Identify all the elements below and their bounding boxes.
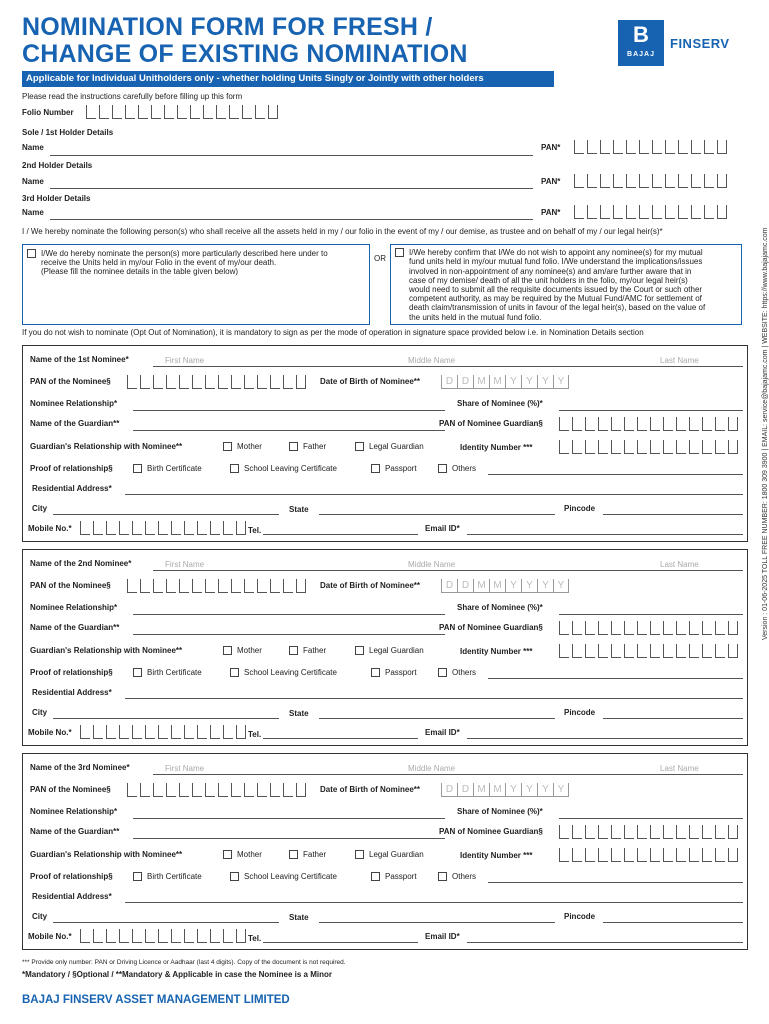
dob-placeholder: D (457, 579, 473, 593)
or-label: OR (374, 254, 386, 263)
nominee-section-2 (22, 549, 748, 746)
nominee-share-label: Share of Nominee (%)* (457, 399, 543, 408)
nominee-dob-input[interactable] (441, 375, 569, 389)
passport-checkbox[interactable] (371, 464, 380, 473)
city-input[interactable] (53, 514, 279, 515)
option-mother[interactable] (223, 442, 262, 451)
last-name-placeholder: Last Name (660, 560, 699, 569)
logo-text: FINSERV (670, 36, 730, 51)
option-legal-guardian[interactable] (355, 850, 424, 859)
mother-label: Mother (237, 442, 262, 451)
opt-out-text-4: case of my demise/ death of all the unit holders in the folio, my/our legal heir(s) (409, 275, 688, 285)
others-checkbox[interactable] (438, 872, 447, 881)
nominee-dob-input[interactable] (441, 579, 569, 593)
nominate-text-3: (Please fill the nominee details in the table given below) (41, 267, 239, 277)
birth-certificate-checkbox[interactable] (133, 464, 142, 473)
dob-placeholder: D (441, 783, 457, 797)
guardian-name-label: Name of the Guardian** (30, 827, 120, 836)
state-input[interactable] (319, 922, 555, 923)
option-mother[interactable] (223, 646, 262, 655)
email-label: Email ID* (425, 524, 460, 533)
first-name-placeholder: First Name (165, 560, 205, 569)
address-label: Residential Address* (32, 892, 112, 901)
dob-placeholder: Y (537, 579, 553, 593)
nomination-declaration: I / We hereby nominate the following person(s) who shall receive all the assets held in my / our folio in the event of my / our demise, as trustee and on behalf of my / our legal heir(s)* (22, 227, 663, 236)
tel-input[interactable] (263, 738, 418, 739)
last-name-placeholder: Last Name (660, 764, 699, 773)
city-label: City (32, 912, 48, 921)
dob-placeholder: Y (553, 375, 569, 389)
option-passport[interactable] (371, 464, 417, 473)
school-certificate-checkbox[interactable] (230, 872, 239, 881)
others-checkbox[interactable] (438, 464, 447, 473)
others-label: Others (452, 464, 477, 473)
guardian-name-label: Name of the Guardian** (30, 419, 120, 428)
middle-name-placeholder: Middle Name (408, 356, 456, 365)
nominate-checkbox[interactable] (27, 249, 36, 258)
nominee-relationship-label: Nominee Relationship* (30, 603, 118, 612)
dob-placeholder: Y (505, 579, 521, 593)
email-label: Email ID* (425, 728, 460, 737)
nominee-dob-label: Date of Birth of Nominee** (320, 581, 421, 590)
holder2-name-label: Name (22, 177, 44, 186)
nominee-pan-label: PAN of the Nominee§ (30, 377, 111, 386)
guardian-name-input[interactable] (133, 838, 445, 839)
mother-label: Mother (237, 850, 262, 859)
option-school-certificate[interactable] (230, 668, 337, 677)
nominee-relationship-input[interactable] (133, 818, 445, 819)
nominate-text-2: receive the Units held in my/our Folio in the event of my/our death. (41, 258, 277, 268)
birth-certificate-label: Birth Certificate (147, 668, 202, 677)
nominee-name-input[interactable] (153, 570, 743, 571)
others-input[interactable] (488, 678, 743, 679)
instructions-text: Please read the instructions carefully before filling up this form (22, 92, 243, 101)
last-name-placeholder: Last Name (660, 356, 699, 365)
others-input[interactable] (488, 882, 743, 883)
opt-out-text-3: involved in non-appointment of any nominee(s) and am/are further aware that in (409, 266, 692, 276)
identity-number-label: Identity Number *** (460, 443, 533, 452)
pincode-label: Pincode (564, 912, 596, 921)
option-school-certificate[interactable] (230, 464, 337, 473)
address-label: Residential Address* (32, 688, 112, 697)
nominee-dob-input[interactable] (441, 783, 569, 797)
father-label: Father (303, 850, 327, 859)
pincode-label: Pincode (564, 708, 596, 717)
option-birth-certificate[interactable] (133, 872, 202, 881)
dob-placeholder: Y (553, 783, 569, 797)
school-certificate-label: School Leaving Certificate (244, 464, 337, 473)
tel-input[interactable] (263, 534, 418, 535)
holder3-name-input[interactable] (50, 219, 533, 220)
others-checkbox[interactable] (438, 668, 447, 677)
opt-out-text-2: fund units held in my/our mutual fund folio. I/We understand the implications/issues (409, 257, 703, 267)
state-label: State (289, 505, 309, 514)
pincode-input[interactable] (603, 922, 743, 923)
city-input[interactable] (53, 922, 279, 923)
contact-sidebar: Version : 01-06-2025 TOLL FREE NUMBER: 1800 309 3900 | EMAIL: service@bajajamc.com | WEBSITE: https://www.bajajamc.com (762, 227, 769, 640)
legal-guardian-checkbox[interactable] (355, 442, 364, 451)
passport-checkbox[interactable] (371, 872, 380, 881)
applicability-banner: Applicable for Individual Unitholders only - whether holding Units Singly or Jointly with other holders (22, 71, 554, 87)
guardian-relationship-label: Guardian's Relationship with Nominee** (30, 646, 183, 655)
passport-label: Passport (385, 464, 417, 473)
middle-name-placeholder: Middle Name (408, 560, 456, 569)
option-others[interactable] (438, 464, 476, 473)
option-birth-certificate[interactable] (133, 464, 202, 473)
option-father[interactable] (289, 850, 326, 859)
dob-placeholder: M (473, 783, 489, 797)
dob-placeholder: Y (521, 783, 537, 797)
dob-placeholder: D (441, 375, 457, 389)
pincode-input[interactable] (603, 514, 743, 515)
nominee-share-label: Share of Nominee (%)* (457, 603, 543, 612)
school-certificate-checkbox[interactable] (230, 464, 239, 473)
opt-out-text-5: would need to submit all the requisite documents issued by the Court or such other (409, 285, 703, 294)
father-checkbox[interactable] (289, 646, 298, 655)
holder1-name-input[interactable] (50, 155, 533, 156)
address-input[interactable] (125, 494, 743, 495)
birth-certificate-label: Birth Certificate (147, 464, 202, 473)
bajaj-finserv-logo (618, 20, 744, 66)
nominee-relationship-input[interactable] (133, 614, 445, 615)
dob-placeholder: M (489, 579, 505, 593)
identity-number-label: Identity Number *** (460, 647, 533, 656)
nominate-text-1: I/We do hereby nominate the person(s) more particularly described here under to (41, 249, 328, 258)
dob-placeholder: Y (505, 783, 521, 797)
nominee-dob-label: Date of Birth of Nominee** (320, 377, 421, 386)
nominee-section-1 (22, 345, 748, 542)
dob-placeholder: D (457, 375, 473, 389)
holder2-heading: 2nd Holder Details (22, 161, 93, 170)
school-certificate-label: School Leaving Certificate (244, 872, 337, 881)
nominee-section-3 (22, 753, 748, 950)
email-label: Email ID* (425, 932, 460, 941)
mother-label: Mother (237, 646, 262, 655)
nominee-pan-input[interactable] (127, 375, 309, 389)
school-certificate-label: School Leaving Certificate (244, 668, 337, 677)
pincode-input[interactable] (603, 718, 743, 719)
opt-out-note: If you do not wish to nominate (Opt Out of Nomination), it is mandatory to sign as per the mode of operation in signature space provided below i.e. in Nomination Details section (22, 328, 644, 337)
state-input[interactable] (319, 514, 555, 515)
middle-name-placeholder: Middle Name (408, 764, 456, 773)
mobile-input[interactable] (80, 929, 249, 943)
father-checkbox[interactable] (289, 850, 298, 859)
option-legal-guardian[interactable] (355, 646, 424, 655)
nominee-pan-input[interactable] (127, 579, 309, 593)
nominee-pan-label: PAN of the Nominee§ (30, 581, 111, 590)
nominee-share-input[interactable] (559, 818, 743, 819)
city-input[interactable] (53, 718, 279, 719)
guardian-pan-input[interactable] (559, 825, 741, 839)
address-label: Residential Address* (32, 484, 112, 493)
email-input[interactable] (467, 942, 743, 943)
holder1-heading: Sole / 1st Holder Details (22, 128, 114, 137)
legal-guardian-checkbox[interactable] (355, 646, 364, 655)
nominee-relationship-label: Nominee Relationship* (30, 399, 118, 408)
legal-guardian-label: Legal Guardian (369, 850, 424, 859)
guardian-relationship-label: Guardian's Relationship with Nominee** (30, 850, 183, 859)
dob-placeholder: Y (521, 579, 537, 593)
dob-placeholder: M (473, 375, 489, 389)
logo-mark-sub: BAJAJ (627, 51, 655, 58)
option-mother[interactable] (223, 850, 262, 859)
title-line-1: NOMINATION FORM FOR FRESH / (22, 13, 433, 41)
holder2-pan-input[interactable] (574, 174, 730, 188)
nominee-name-label: Name of the 1st Nominee* (30, 355, 129, 364)
dob-placeholder: D (441, 579, 457, 593)
address-input[interactable] (125, 698, 743, 699)
dob-placeholder: Y (521, 375, 537, 389)
birth-certificate-checkbox[interactable] (133, 668, 142, 677)
note-mandatory-legend: *Mandatory / §Optional / **Mandatory & Applicable in case the Nominee is a Minor (22, 970, 332, 979)
guardian-pan-input[interactable] (559, 621, 741, 635)
father-label: Father (303, 646, 327, 655)
guardian-name-label: Name of the Guardian** (30, 623, 120, 632)
dob-placeholder: Y (537, 375, 553, 389)
nominee-pan-label: PAN of the Nominee§ (30, 785, 111, 794)
father-checkbox[interactable] (289, 442, 298, 451)
nominee-name-input[interactable] (153, 774, 743, 775)
dob-placeholder: M (473, 579, 489, 593)
others-label: Others (452, 872, 477, 881)
opt-out-text-6: competent authority, as may be required by the Mutual Fund/AMC for settlement of (409, 294, 702, 304)
state-label: State (289, 913, 309, 922)
city-label: City (32, 504, 48, 513)
mobile-label: Mobile No.* (28, 524, 72, 533)
address-input[interactable] (125, 902, 743, 903)
birth-certificate-label: Birth Certificate (147, 872, 202, 881)
identity-number-input[interactable] (559, 644, 741, 658)
identity-number-input[interactable] (559, 440, 741, 454)
nominee-share-input[interactable] (559, 614, 743, 615)
nominee-relationship-input[interactable] (133, 410, 445, 411)
nominee-relationship-label: Nominee Relationship* (30, 807, 118, 816)
holder1-pan-input[interactable] (574, 140, 730, 154)
nominee-share-label: Share of Nominee (%)* (457, 807, 543, 816)
title-line-2: CHANGE OF EXISTING NOMINATION (22, 40, 468, 68)
holder3-pan-label: PAN* (541, 208, 561, 217)
option-passport[interactable] (371, 668, 417, 677)
first-name-placeholder: First Name (165, 356, 205, 365)
nominate-option-box[interactable] (22, 244, 370, 325)
identity-number-input[interactable] (559, 848, 741, 862)
holder3-pan-input[interactable] (574, 205, 730, 219)
nominee-name-label: Name of the 3rd Nominee* (30, 763, 130, 772)
option-father[interactable] (289, 442, 326, 451)
option-legal-guardian[interactable] (355, 442, 424, 451)
guardian-name-input[interactable] (133, 634, 445, 635)
others-input[interactable] (488, 474, 743, 475)
legal-guardian-checkbox[interactable] (355, 850, 364, 859)
state-label: State (289, 709, 309, 718)
mobile-input[interactable] (80, 725, 249, 739)
pincode-label: Pincode (564, 504, 596, 513)
option-school-certificate[interactable] (230, 872, 337, 881)
form-title (22, 14, 468, 68)
dob-placeholder: Y (505, 375, 521, 389)
logo-mark (618, 20, 664, 66)
holder1-name-label: Name (22, 143, 44, 152)
tel-label: Tel. (248, 730, 262, 739)
identity-number-label: Identity Number *** (460, 851, 533, 860)
option-passport[interactable] (371, 872, 417, 881)
holder2-pan-label: PAN* (541, 177, 561, 186)
state-input[interactable] (319, 718, 555, 719)
passport-checkbox[interactable] (371, 668, 380, 677)
passport-label: Passport (385, 872, 417, 881)
tel-label: Tel. (248, 526, 262, 535)
opt-out-text-1: I/We hereby confirm that I/We do not wish to appoint any nominee(s) for my mutual (409, 248, 703, 257)
proof-label: Proof of relationship§ (30, 668, 113, 677)
holder3-heading: 3rd Holder Details (22, 194, 91, 203)
legal-guardian-label: Legal Guardian (369, 442, 424, 451)
dob-placeholder: M (489, 375, 505, 389)
holder3-name-label: Name (22, 208, 44, 217)
legal-guardian-label: Legal Guardian (369, 646, 424, 655)
option-others[interactable] (438, 668, 476, 677)
option-father[interactable] (289, 646, 326, 655)
school-certificate-checkbox[interactable] (230, 668, 239, 677)
others-label: Others (452, 668, 477, 677)
nominee-pan-input[interactable] (127, 783, 309, 797)
holder2-name-input[interactable] (50, 188, 533, 189)
mother-checkbox[interactable] (223, 850, 232, 859)
option-others[interactable] (438, 872, 476, 881)
folio-number-input[interactable] (86, 105, 281, 119)
email-input[interactable] (467, 534, 743, 535)
folio-label: Folio Number (22, 108, 74, 117)
logo-mark-letter: B (633, 22, 649, 47)
proof-label: Proof of relationship§ (30, 872, 113, 881)
guardian-pan-label: PAN of Nominee Guardian§ (439, 419, 543, 428)
email-input[interactable] (467, 738, 743, 739)
opt-out-option-box[interactable] (390, 244, 742, 325)
guardian-relationship-label: Guardian's Relationship with Nominee** (30, 442, 183, 451)
guardian-pan-input[interactable] (559, 417, 741, 431)
guardian-pan-label: PAN of Nominee Guardian§ (439, 623, 543, 632)
mother-checkbox[interactable] (223, 646, 232, 655)
dob-placeholder: M (489, 783, 505, 797)
mobile-input[interactable] (80, 521, 249, 535)
note-provide-number: *** Provide only number: PAN or Driving Licence or Aadhaar (last 4 digits). Copy of the document is not required. (22, 959, 346, 966)
city-label: City (32, 708, 48, 717)
nominee-share-input[interactable] (559, 410, 743, 411)
guardian-name-input[interactable] (133, 430, 445, 431)
guardian-pan-label: PAN of Nominee Guardian§ (439, 827, 543, 836)
option-birth-certificate[interactable] (133, 668, 202, 677)
mother-checkbox[interactable] (223, 442, 232, 451)
dob-placeholder: D (457, 783, 473, 797)
nominee-name-input[interactable] (153, 366, 743, 367)
dob-placeholder: Y (537, 783, 553, 797)
nominee-dob-label: Date of Birth of Nominee** (320, 785, 421, 794)
passport-label: Passport (385, 668, 417, 677)
proof-label: Proof of relationship§ (30, 464, 113, 473)
dob-placeholder: Y (553, 579, 569, 593)
tel-input[interactable] (263, 942, 418, 943)
company-footer: BAJAJ FINSERV ASSET MANAGEMENT LIMITED (22, 994, 290, 1006)
father-label: Father (303, 442, 327, 451)
tel-label: Tel. (248, 934, 262, 943)
opt-out-checkbox[interactable] (395, 248, 404, 257)
opt-out-text-7: death claim/transmission of units in favour of the legal heir(s), based on the value of (409, 303, 706, 313)
holder1-pan-label: PAN* (541, 143, 561, 152)
birth-certificate-checkbox[interactable] (133, 872, 142, 881)
mobile-label: Mobile No.* (28, 728, 72, 737)
nominee-name-label: Name of the 2nd Nominee* (30, 559, 132, 568)
mobile-label: Mobile No.* (28, 932, 72, 941)
first-name-placeholder: First Name (165, 764, 205, 773)
opt-out-text-8: the units held in the mutual fund folio. (409, 312, 542, 322)
